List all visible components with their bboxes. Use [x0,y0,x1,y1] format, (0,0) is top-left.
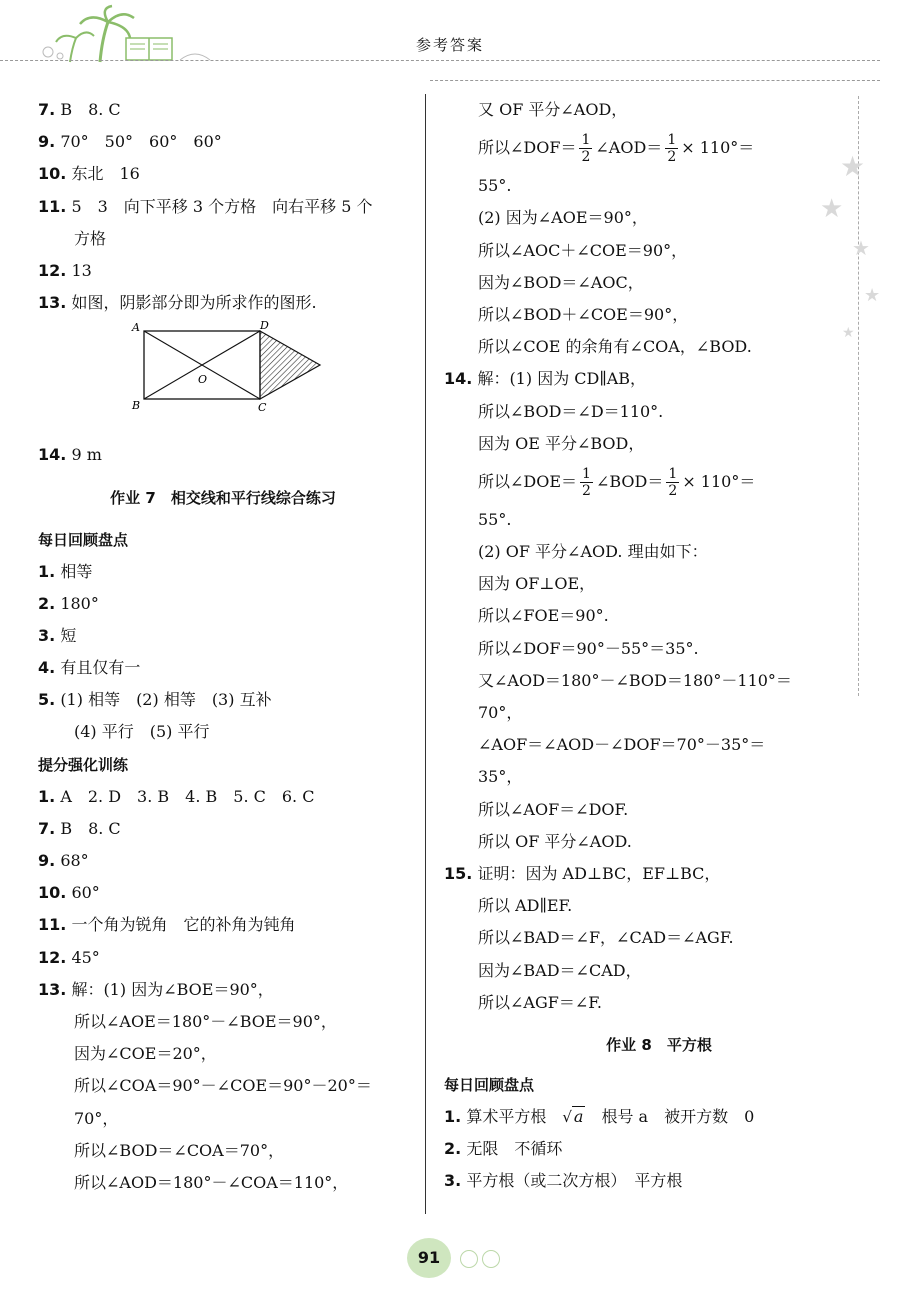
answer-line: 35°， [478,767,523,787]
right-column [444,94,874,1197]
answer-line: 1. 算术平方根 √ a 根号 a 被开方数 0 [444,1106,755,1126]
answer-line: 9. 68° [38,851,89,870]
answer-line: 13. 如图，阴影部分即为所求作的图形. [38,293,317,313]
answer-line: 所以∠COE 的余角有∠COA，∠BOD. [478,337,752,357]
geometry-diagram [94,319,334,411]
answer-line: 所以 OF 平分∠AOD. [478,831,632,851]
answer-line: 所以∠AOC＋∠COE＝90°， [478,240,688,260]
answer-line: 70°， [74,1108,119,1128]
fraction-line: 所以∠DOE＝ $\frac{1}{2}$ ∠BOD＝ $\frac{1}{2}$ × 110°＝ [478,465,756,499]
answer-line: 所以∠BAD＝∠F，∠CAD＝∠AGF. [478,928,734,948]
star-icon: ★ [852,236,870,260]
left-column [38,94,408,1199]
answer-line: 因为∠BAD＝∠CAD， [478,960,642,980]
answer-line: 15. 证明：因为 AD⊥BC，EF⊥BC， [444,863,721,883]
label-o: O [198,373,208,387]
fraction: $\frac{1}{2}$ [667,132,677,166]
answer-line: 所以∠AOF＝∠DOF. [478,799,629,819]
decor-circle [460,1250,478,1268]
answer-line: 所以 AD∥EF. [478,896,573,916]
answer-line: 11. 一个角为锐角 它的补角为钝角 [38,915,296,935]
answer-line: 所以∠FOE＝90°. [478,606,609,626]
answer-line: 因为∠COE＝20°， [74,1044,217,1064]
star-icon: ★ [864,285,881,306]
label-b: B [132,399,141,412]
answer-line: 55°. [478,176,512,196]
answer-line: ∠AOF＝∠AOD－∠DOF＝70°－35°＝ [478,735,766,755]
section-title-7: 作业 7 相交线和平行线综合练习 [110,488,336,507]
fraction: $\frac{1}{2}$ [668,465,678,499]
answer-line: 10. 60° [38,883,100,903]
answer-line: (2) OF 平分∠AOD. 理由如下： [478,542,708,562]
answer-line: 11. 5 3 向下平移 3 个方格 向右平移 5 个 [38,196,373,216]
star-icon: ★ [842,325,855,341]
answer-line: 所以∠BOD＝∠D＝110°. [478,401,664,421]
star-icon: ★ [820,194,844,224]
answer-line: 7. B 8. C [38,818,121,838]
answer-line: 所以∠AGF＝∠F. [478,992,602,1012]
header-rule-2 [430,80,880,81]
answer-line: 又 OF 平分∠AOD， [478,100,628,119]
answer-line: 14. 9 m [38,445,102,465]
answer-line: 所以∠COA＝90°－∠COE＝90°－20°＝ [74,1076,372,1096]
column-divider [425,94,426,1214]
answer-line: 9. 70° 50° 60° 60° [38,132,222,152]
answer-line: 所以∠BOD＝∠COA＝70°， [74,1140,285,1160]
answer-line: 70°， [478,703,523,722]
subheading-training: 提分强化训练 [38,755,129,774]
answer-line: 4. 有且仅有一 [38,658,141,678]
answer-line: 2. 180° [38,593,99,613]
answer-line: 方格 [74,228,107,248]
answer-line: 因为 OF⊥OE， [478,574,596,594]
answer-line: 3. 短 [38,625,77,645]
answer-line: 1. 相等 [38,561,93,581]
subheading-review: 每日回顾盘点 [38,530,129,549]
answer-line: 12. 13 [38,260,92,280]
label-c: C [258,401,267,412]
answer-line: (4) 平行 (5) 平行 [74,722,210,742]
rectangle-figure [38,319,408,411]
answer-line: 13. 解：(1) 因为∠BOE＝90°， [38,979,274,999]
label-a: A [132,321,140,335]
section-title-8: 作业 8 平方根 [606,1035,712,1054]
header-rule [0,60,880,61]
star-icon: ★ [840,150,866,183]
answer-line: 12. 45° [38,947,100,967]
fraction-line: 所以∠DOF＝ $\frac{1}{2}$ ∠AOD＝ $\frac{1}{2}$ × 110°＝ [478,132,755,166]
answer-line: 5. (1) 相等 (2) 相等 (3) 互补 [38,690,272,710]
answer-line: 14. 解：(1) 因为 CD∥AB， [444,369,647,389]
answer-line: 所以∠BOD＋∠COE＝90°， [478,304,689,324]
header-title: 参考答案 [415,36,484,54]
sqrt-symbol: √ a [562,1106,584,1126]
answer-line: 所以∠AOE＝180°－∠BOE＝90°， [74,1011,337,1031]
answer-line: 2. 无限 不循环 [444,1139,563,1159]
page-number: 91 [407,1238,451,1278]
answer-line: 55°. [478,509,512,529]
answer-line: 1. A 2. D 3. B 4. B 5. C 6. C [38,786,315,806]
answer-line: 因为∠BOD＝∠AOC， [478,272,644,292]
answer-line: 因为 OE 平分∠BOD， [478,433,645,453]
answer-line: 3. 平方根（或二次方根） 平方根 [444,1171,683,1191]
answer-line: 所以∠DOF＝90°－55°＝35°. [478,638,699,658]
answer-line: 又∠AOD＝180°－∠BOD＝180°－110°＝ [478,670,792,690]
label-d: D [260,319,269,333]
fraction: $\frac{1}{2}$ [581,132,591,166]
answer-line: 10. 东北 16 [38,164,140,184]
fraction: $\frac{1}{2}$ [582,465,591,499]
decor-circle [482,1250,500,1268]
answer-line: (2) 因为∠AOE＝90°， [478,208,648,228]
answer-line: 7. B 8. C [38,100,121,119]
subheading-review: 每日回顾盘点 [444,1075,535,1094]
answer-line: 所以∠AOD＝180°－∠COA＝110°， [74,1172,349,1192]
